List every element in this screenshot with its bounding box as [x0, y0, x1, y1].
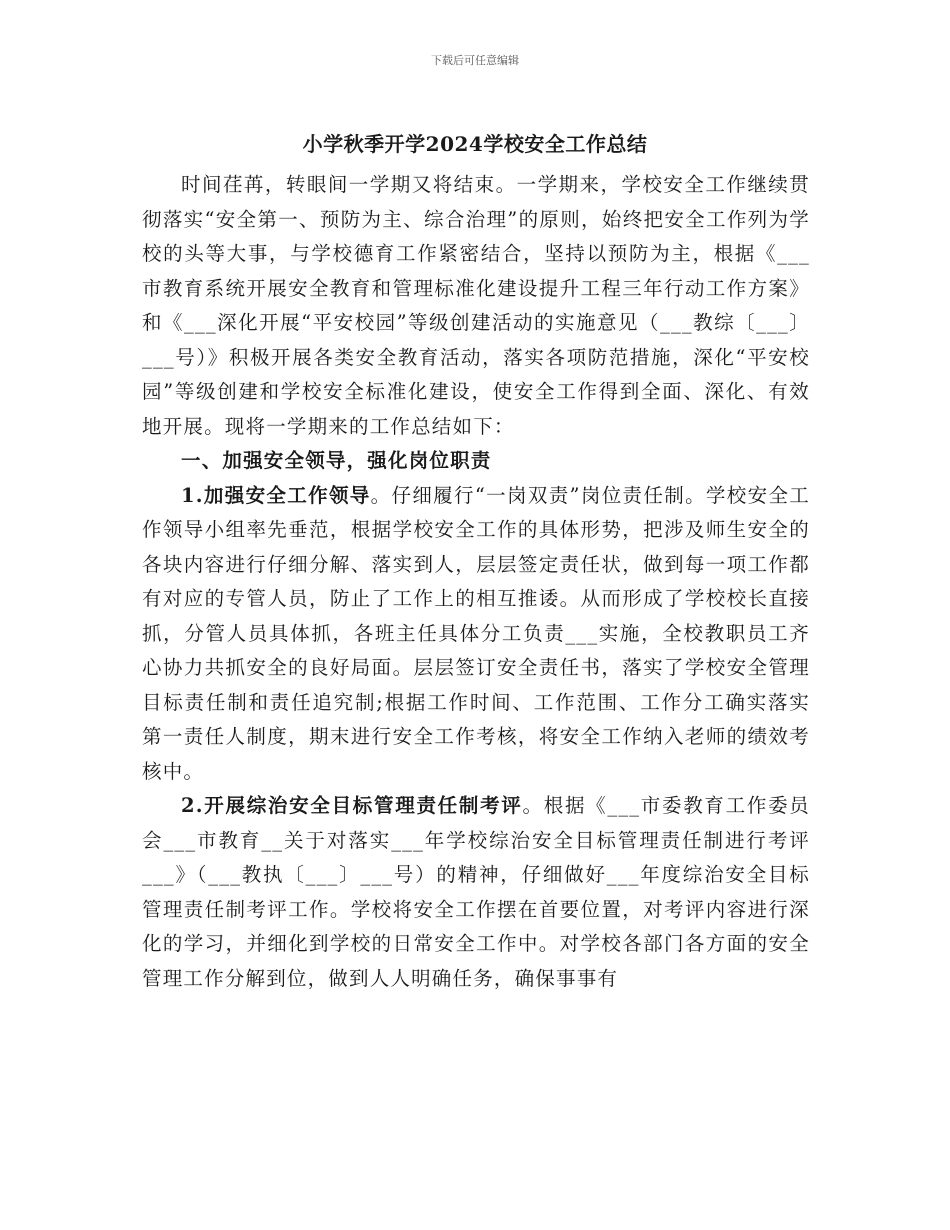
item-text-2: 。根据《___市委教育工作委员会___市教育__关于对落实___年学校综治安全目标管理责任制进行考评___》（___教执〔___〕___号）的精神，仔细做好___年度综治安全目标管理责任制考评工作。学校将安全工作摆在首要位置，对考评内容进行深化的学习，并细化到学校的日常安全工作中。对学校各部门各方面的安全管理工作分解到位，做到人人明确任务，确保事事有 — [142, 794, 810, 990]
item-paragraph-1 — [142, 479, 810, 790]
item-title-1: 1.加强安全工作领导 — [181, 483, 371, 507]
intro-paragraph: 时间荏苒，转眼间一学期又将结束。一学期来，学校安全工作继续贯彻落实“安全第一、预防为主、综合治理”的原则，始终把安全工作列为学校的头等大事，与学校德育工作紧密结合，坚持以预防为主，根据《___市教育系统开展安全教育和管理标准化建设提升工程三年行动工作方案》和《___深化开展“平安校园”等级创建活动的实施意见（___教综〔___〕___号）》积极开展各类安全教育活动，落实各项防范措施，深化“平安校园”等级创建和学校安全标准化建设，使安全工作得到全面、深化、有效地开展。现将一学期来的工作总结如下： — [142, 173, 810, 438]
item-paragraph-2 — [142, 789, 810, 996]
item-text-1: 。仔细履行“一岗双责”岗位责任制。学校安全工作领导小组率先垂范，根据学校安全工作的具体形势，把涉及师生安全的各块内容进行仔细分解、落实到人，层层签定责任状，做到每一项工作都有对应的专管人员，防止了工作上的相互推诿。从而形成了学校校长直接抓，分管人员具体抓，各班主任具体分工负责___实施，全校教职员工齐心协力共抓安全的良好局面。层层签订安全责任书，落实了学校安全管理目标责任制和责任追究制;根据工作时间、工作范围、工作分工确实落实第一责任人制度，期末进行安全工作考核，将安全工作纳入老师的绩效考核中。 — [142, 483, 811, 783]
document-body — [142, 168, 810, 996]
item-title-2: 2.开展综治安全目标管理责任制考评 — [181, 794, 523, 817]
document-title: 小学秋季开学2024学校安全工作总结 — [302, 132, 648, 156]
section-heading: 一、加强安全领导，强化岗位职责 — [181, 449, 492, 472]
header-note: 下载后可任意编辑 — [431, 54, 519, 67]
